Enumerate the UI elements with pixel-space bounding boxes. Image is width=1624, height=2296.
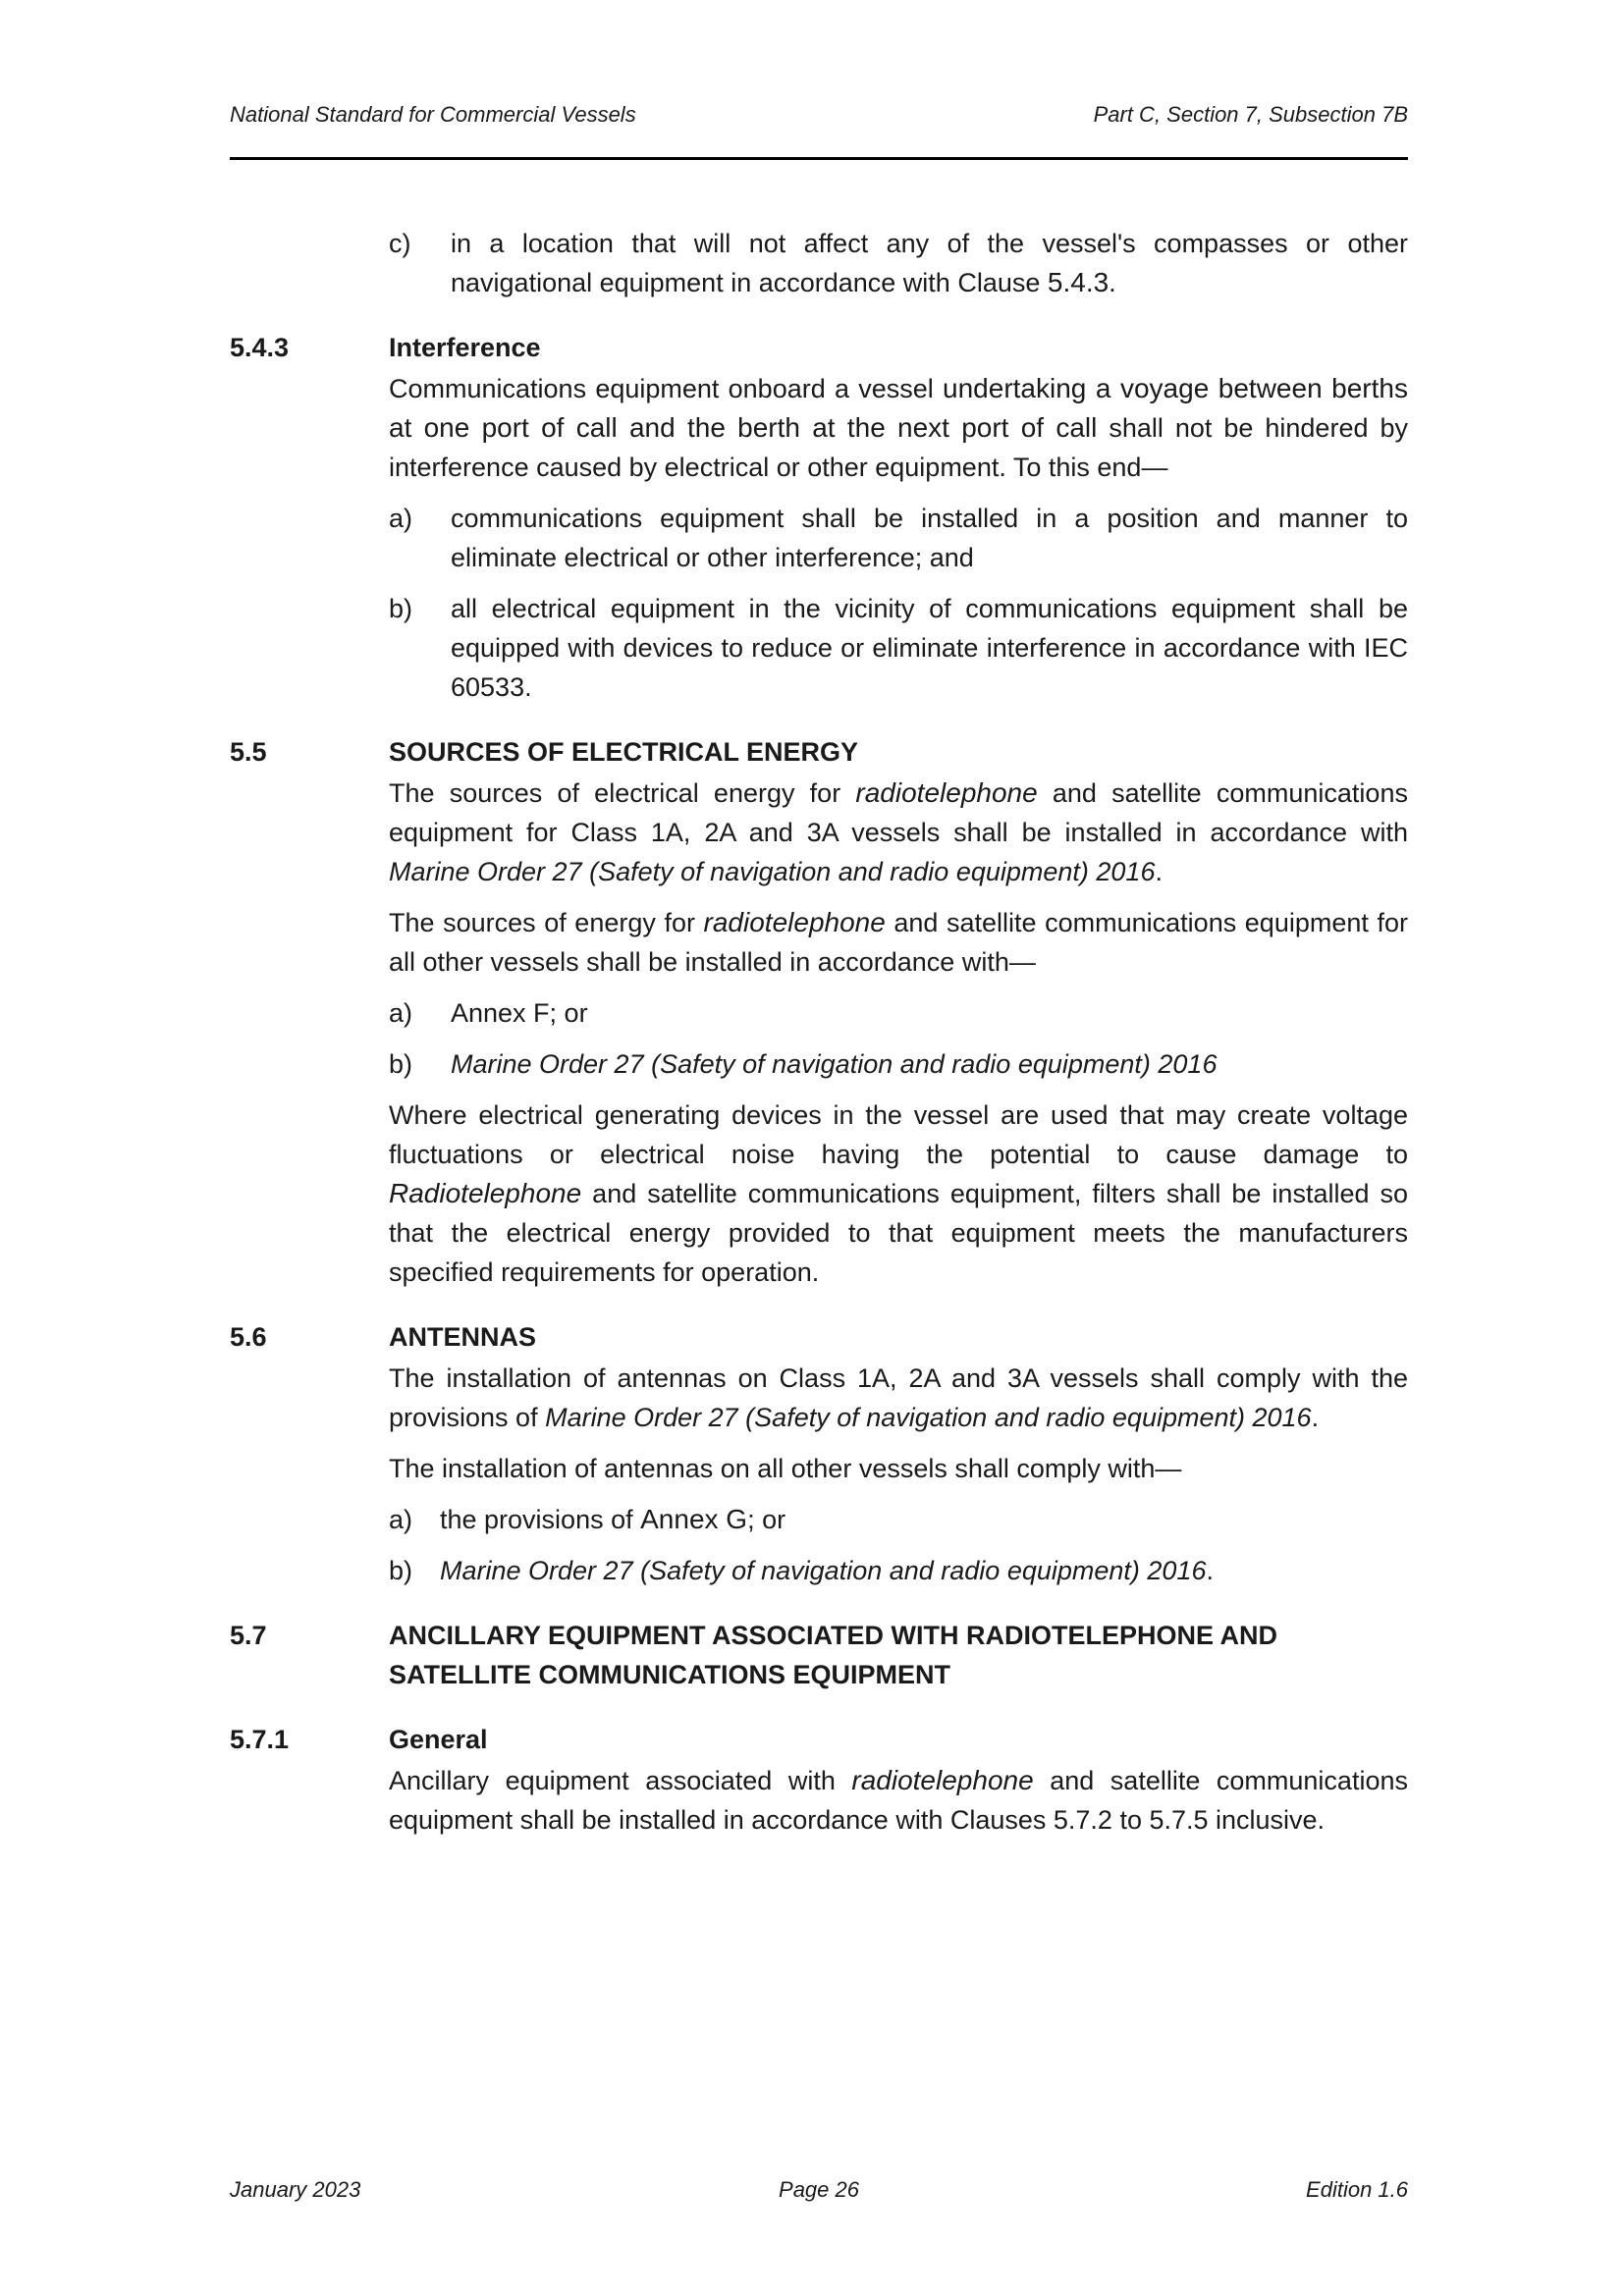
paragraph-text: Where electrical generating devices in the vessel are used that may create voltage fluctuations or electrical noise having the potential to cause damage to (389, 1100, 1408, 1169)
defined-term: radiotelephone (851, 1765, 1034, 1795)
voyage-phrase: undertaking a voyage between berths at one port of call and the berth at the next port of call (389, 373, 1408, 443)
clause-reference: 5.4.3 (1047, 267, 1110, 297)
paragraph (389, 903, 1408, 982)
section-title: ANCILLARY EQUIPMENT ASSOCIATED WITH RADIOTELEPHONE AND SATELLITE COMMUNICATIONS EQUIPMENT (389, 1621, 1278, 1689)
paragraph-text: and satellite communications equipment for Class 1A, 2A and 3A vessels shall be installed in accordance with (389, 778, 1408, 847)
header-rule (230, 157, 1408, 160)
list-text: Annex F; or (451, 998, 588, 1028)
paragraph-text: Ancillary equipment associated with (389, 1766, 836, 1795)
defined-term: Radiotelephone (389, 1178, 582, 1208)
paragraph (389, 1095, 1408, 1292)
page-body (230, 224, 1408, 1840)
section-number: 5.4.3 (230, 333, 290, 362)
reference-title: Marine Order 27 (Safety of navigation and radio equipment) 2016 (451, 1049, 1218, 1079)
list-item-b (389, 589, 1408, 707)
section-5-5 (230, 732, 1408, 772)
list-text-end: ; or (747, 1505, 786, 1534)
paragraph-text: shall not be hindered by interference caused by electrical or other equipment. To this end— (389, 413, 1408, 482)
list-marker: b) (389, 1049, 413, 1079)
list-item-b (389, 1044, 1408, 1084)
paragraph (389, 1761, 1408, 1840)
list-text: all electrical equipment in the vicinity of communications equipment shall be equipped with devices to reduce or eliminate interference in accordance with IEC 60533. (451, 594, 1408, 702)
list-text-end: . (1109, 268, 1116, 297)
paragraph-text: The installation of antennas on Class 1A, 2A and 3A vessels shall comply with the provisions of (389, 1363, 1408, 1432)
paragraph-text: and satellite communications equipment, filters shall be installed so that the electrical energy provided to that equipment meets the manufacturers specified requirements for operation. (389, 1179, 1408, 1287)
paragraph-text: The sources of energy for (389, 908, 695, 937)
section-title: General (389, 1725, 488, 1754)
section-number: 5.7.1 (230, 1725, 290, 1754)
list-marker: b) (389, 1556, 413, 1585)
paragraph (389, 774, 1408, 891)
list-item-a (389, 993, 1408, 1033)
list-item-a (389, 1500, 1408, 1539)
list-text: in a location that will not affect any of the vessel's compasses or other navigational equipment in accordance with Clause (451, 229, 1408, 297)
header-section-ref: Part C, Section 7, Subsection 7B (1093, 102, 1408, 127)
annex-reference: Annex G (640, 1504, 748, 1534)
page-number: Page 26 (779, 2177, 859, 2202)
section-5-4-3 (230, 328, 1408, 367)
paragraph-text: Communications equipment onboard a vessel (389, 374, 934, 403)
paragraph-end: . (1155, 857, 1163, 886)
paragraph: The installation of antennas on all other vessels shall comply with— (389, 1454, 1182, 1483)
list-item-a (389, 499, 1408, 577)
reference-title: Marine Order 27 (Safety of navigation and radio equipment) 2016 (440, 1556, 1207, 1585)
section-title: ANTENNAS (389, 1322, 537, 1352)
footer-edition: Edition 1.6 (1306, 2177, 1408, 2202)
reference-title: Marine Order 27 (Safety of navigation and radio equipment) 2016 (545, 1403, 1312, 1432)
paragraph-text: and satellite communications equipment shall be installed in accordance with Clauses 5.7.2 to 5.7.5 inclusive. (389, 1766, 1408, 1835)
reference-title: Marine Order 27 (Safety of navigation and radio equipment) 2016 (389, 857, 1156, 886)
section-5-6 (230, 1317, 1408, 1357)
list-item-c (389, 224, 1408, 302)
list-text-end: . (1206, 1556, 1214, 1585)
list-marker: c) (389, 229, 411, 258)
paragraph-text: and satellite communications equipment for all other vessels shall be installed in accordance with— (389, 908, 1408, 977)
section-5-7 (230, 1616, 1408, 1694)
section-title: SOURCES OF ELECTRICAL ENERGY (389, 737, 859, 767)
list-text: communications equipment shall be installed in a position and manner to eliminate electrical or other interference; and (451, 504, 1408, 572)
header-document-title: National Standard for Commercial Vessels (230, 102, 636, 127)
defined-term: radiotelephone (703, 907, 886, 937)
list-marker: a) (389, 1505, 413, 1534)
paragraph (389, 1359, 1408, 1437)
list-item-b (389, 1551, 1408, 1590)
list-marker: b) (389, 594, 413, 623)
defined-term: radiotelephone (855, 777, 1038, 808)
list-marker: a) (389, 998, 413, 1028)
section-number: 5.7 (230, 1621, 267, 1650)
list-marker: a) (389, 504, 413, 533)
paragraph-text: The sources of electrical energy for (389, 778, 841, 808)
footer-date: January 2023 (230, 2177, 361, 2202)
paragraph-end: . (1311, 1403, 1320, 1432)
section-title: Interference (389, 333, 541, 362)
section-number: 5.5 (230, 737, 267, 767)
paragraph (389, 369, 1408, 487)
section-number: 5.6 (230, 1322, 267, 1352)
list-text: the provisions of (440, 1505, 633, 1534)
section-5-7-1 (230, 1720, 1408, 1759)
